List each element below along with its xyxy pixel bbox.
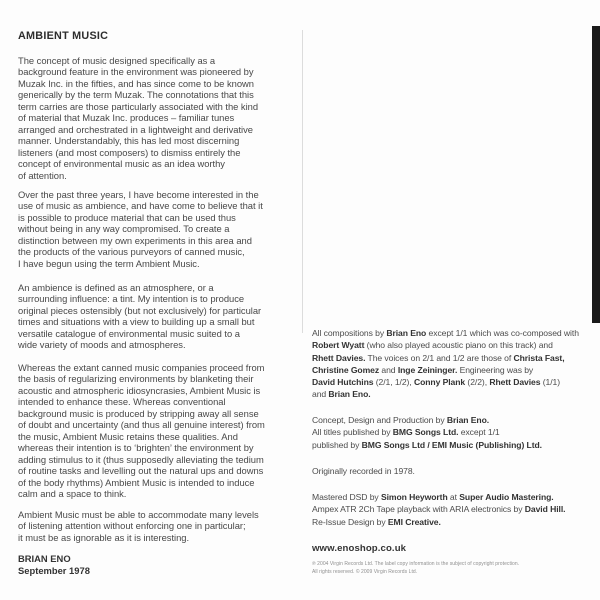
credits-mastering: [312, 491, 565, 528]
text-segment: Mastered DSD by: [312, 492, 381, 502]
text-line: calm and a space to think.: [18, 487, 127, 499]
text-line: of attention.: [18, 169, 67, 181]
text-segment: except 1/1: [458, 427, 500, 438]
text-line: of listening attention without enforcing one in particular;: [18, 520, 246, 532]
website-url: www.enoshop.co.uk: [312, 543, 407, 554]
text-line: versatile catalogue of environmental music suited to a: [18, 327, 240, 339]
text-line: generically by the term Muzak. The connotations that this: [18, 89, 254, 101]
text-line: intended to enhance these. Whereas conventional: [18, 396, 226, 408]
text-line: is possible to produce material that can be used thus: [18, 211, 236, 223]
text-line: [312, 516, 565, 528]
text-segment: All compositions by: [312, 328, 387, 338]
text-line: [312, 414, 542, 426]
text-line: arranged and orchestrated in a lightweight and derivative: [18, 123, 253, 135]
essay-paragraph-2: [18, 189, 263, 269]
text-segment: BMG Songs Ltd.: [392, 427, 459, 438]
text-line: background music is produced by stripping away all sense: [18, 407, 259, 419]
text-line: background feature in the environment was pioneered by: [18, 66, 254, 78]
text-line: the music, Ambient Music retains these qualities. And: [18, 430, 238, 442]
text-line: September 1978: [18, 564, 90, 576]
text-line: [312, 339, 579, 351]
text-line: [312, 439, 542, 451]
text-segment: (2/2),: [465, 377, 490, 388]
text-line: manner. Understandably, this has led most discerning: [18, 135, 240, 147]
text-line: wide variety of moods and atmospheres.: [18, 339, 186, 351]
text-line: without being in any way compromised. To create a: [18, 223, 230, 235]
text-line: [312, 376, 579, 388]
column-divider: [302, 30, 303, 333]
text-line: [312, 388, 579, 400]
scrollbar-thumb[interactable]: [592, 26, 600, 323]
text-segment: except 1/1 which was co-composed with: [426, 328, 579, 338]
text-line: [312, 327, 579, 339]
text-line: times and situations with a view to building up a small but: [18, 316, 255, 328]
text-line: surrounding influence: a tint. My intention is to produce: [18, 293, 245, 305]
text-segment: EMI Creative.: [387, 516, 441, 527]
text-line: All rights reserved. © 2009 Virgin Records Ltd.: [312, 568, 418, 575]
text-segment: Christine Gomez: [312, 364, 380, 375]
text-segment: Simon Heyworth: [380, 492, 448, 502]
text-line: The concept of music designed specifically as a: [18, 55, 216, 66]
text-segment: Brian Eno.: [446, 415, 490, 425]
text-line: acoustic and atmospheric idiosyncrasies, Ambient Music is: [18, 384, 261, 396]
text-line: [312, 352, 579, 364]
text-line: it must be as ignorable as it is interesting.: [18, 531, 190, 543]
text-segment: David Hill.: [524, 504, 566, 515]
essay-paragraph-3: [18, 282, 261, 351]
text-segment: Inge Zeininger.: [397, 364, 458, 375]
text-line: [312, 426, 542, 438]
text-segment: (2/1, 1/2),: [373, 377, 414, 388]
text-segment: Brian Eno.: [328, 389, 371, 400]
essay-paragraph-5: [18, 509, 259, 543]
text-line: original pieces ostensibly (but not exclusively) for particular: [18, 304, 262, 316]
text-line: Ambient Music must be able to accommodate many levels: [18, 509, 259, 520]
text-line: [312, 364, 579, 376]
text-segment: Rhett Davies.: [312, 352, 366, 363]
credits-publishing: [312, 414, 542, 451]
text-line: concept of environmental music as an idea worthy: [18, 158, 225, 170]
text-segment: Conny Plank: [413, 377, 466, 388]
text-segment: and: [379, 364, 398, 375]
text-segment: (who also played acoustic piano on this track) and: [364, 340, 553, 351]
text-line: An ambience is defined as an atmosphere, or a: [18, 282, 214, 293]
text-line: the basis of regularizing environments by blanketing their: [18, 373, 254, 385]
text-line: Muzak Inc. in the fifties, and has since come to be known: [18, 77, 254, 89]
text-line: [312, 503, 565, 515]
text-line: of the body rhythms) Ambient Music is intended to induce: [18, 476, 255, 488]
page-title: AMBIENT MUSIC: [18, 30, 109, 42]
text-segment: The voices on 2/1 and 1/2 are those of: [365, 352, 514, 363]
essay-paragraph-1: [18, 55, 258, 181]
text-line: distinction between my own experiments in this area and: [18, 234, 252, 246]
text-segment: (1/1): [540, 377, 561, 388]
text-segment: Super Audio Mastering.: [459, 492, 554, 502]
essay-paragraph-4: [18, 362, 265, 499]
text-segment: BMG Songs Ltd / EMI Music (Publishing) Ltd.: [361, 439, 542, 450]
text-segment: at: [447, 492, 460, 502]
text-segment: published by: [312, 439, 362, 450]
credits-recorded: [312, 465, 415, 477]
text-line: ℗ 2004 Virgin Records Ltd. The label copy information is the subject of copyright protection.: [312, 561, 520, 567]
text-segment: Christa Fast,: [513, 352, 565, 363]
text-line: the products of the various purveyors of canned music,: [18, 246, 245, 258]
text-line: of doubt and uncertainty (and thus all genuine interest) from: [18, 419, 265, 431]
text-segment: All titles published by: [312, 427, 393, 438]
text-segment: Engineering was by: [457, 364, 534, 375]
text-line: listeners (and most composers) to dismiss entirely the: [18, 146, 241, 158]
text-segment: Ampex ATR 2Ch Tape playback with ARIA electronics by: [312, 504, 525, 515]
text-segment: Rhett Davies: [489, 377, 541, 388]
author-signature: [18, 553, 90, 576]
text-line: use of music as ambience, and have come to believe that it: [18, 200, 263, 212]
text-line: Over the past three years, I have become interested in the: [18, 189, 259, 200]
text-segment: Robert Wyatt: [312, 340, 365, 351]
text-line: BRIAN ENO: [18, 553, 71, 564]
text-segment: and: [312, 389, 329, 400]
text-line: Whereas the extant canned music companies proceed from: [18, 362, 265, 373]
text-line: whereas their intention is to ‘brighten’ the environment by: [18, 442, 254, 454]
text-line: term carries are those particularly associated with the kind: [18, 100, 259, 112]
text-line: [312, 491, 565, 503]
text-line: Originally recorded in 1978.: [312, 466, 415, 476]
text-segment: Brian Eno: [386, 328, 427, 338]
legal-copyright: [312, 561, 519, 577]
text-line: I have begun using the term Ambient Music.: [18, 257, 200, 269]
text-line: adding stimulus to it (thus supposedly alleviating the tedium: [18, 453, 264, 465]
text-segment: Concept, Design and Production by: [312, 415, 447, 425]
text-line: of material that Muzak Inc. produces – familiar tunes: [18, 112, 235, 124]
text-segment: David Hutchins: [312, 377, 374, 388]
text-line: of routine tasks and levelling out the natural ups and downs: [18, 465, 264, 477]
credits-composition: [312, 327, 579, 401]
text-segment: Re-Issue Design by: [312, 516, 388, 527]
